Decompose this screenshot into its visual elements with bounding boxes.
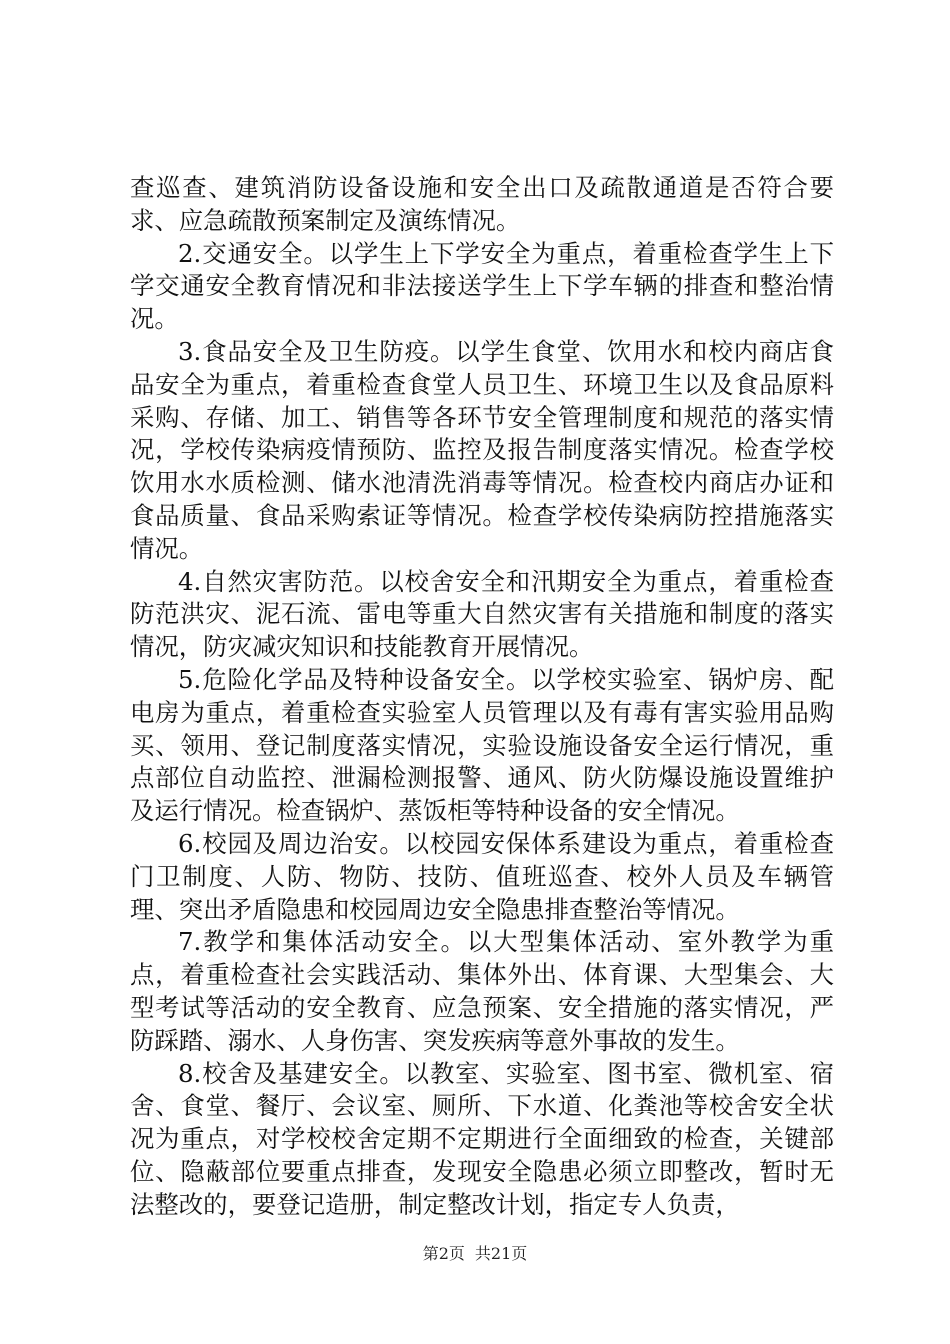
paragraph-4: 4.自然灾害防范。以校舍安全和汛期安全为重点，着重检查防范洪灾、泥石流、雷电等重大自然灾害有关措施和制度的落实情况，防灾减灾知识和技能教育开展情况。 [130, 566, 834, 662]
paragraph-5: 5.危险化学品及特种设备安全。以学校实验室、锅炉房、配电房为重点，着重检查实验室人员管理以及有毒有害实验用品购买、领用、登记制度落实情况，实验设施设备安全运行情况，重点部位自动监控、泄漏检测报警、通风、防火防爆设施设置维护及运行情况。检查锅炉、蒸饭柜等特种设备的安全情况。 [130, 664, 834, 826]
paragraph-2: 2.交通安全。以学生上下学安全为重点，着重检查学生上下学交通安全教育情况和非法接送学生上下学车辆的排查和整治情况。 [130, 238, 834, 334]
page-number: 第2页 [422, 1244, 465, 1263]
paragraph-6: 6.校园及周边治安。以校园安保体系建设为重点，着重检查门卫制度、人防、物防、技防、值班巡查、校外人员及车辆管理、突出矛盾隐患和校园周边安全隐患排查整治等情况。 [130, 828, 834, 924]
paragraph-8: 8.校舍及基建安全。以教室、实验室、图书室、微机室、宿舍、食堂、餐厅、会议室、厕所、下水道、化粪池等校舍安全状况为重点，对学校校舍定期不定期进行全面细致的检查，关键部位、隐蔽部位要重点排查，发现安全隐患必须立即整改，暂时无法整改的，要登记造册，制定整改计划，指定专人负责， [130, 1058, 834, 1219]
body-text [130, 172, 834, 1222]
page-footer [0, 1244, 950, 1264]
paragraph-7: 7.教学和集体活动安全。以大型集体活动、室外教学为重点，着重检查社会实践活动、集体外出、体育课、大型集会、大型考试等活动的安全教育、应急预案、安全措施的落实情况，严防踩踏、溺水、人身伤害、突发疾病等意外事故的发生。 [130, 927, 834, 1055]
paragraph-3: 3.食品安全及卫生防疫。以学生食堂、饮用水和校内商店食品安全为重点，着重检查食堂人员卫生、环境卫生以及食品原料采购、存储、加工、销售等各环节安全管理制度和规范的落实情况，学校传染病疫情预防、监控及报告制度落实情况。检查学校饮用水水质检测、储水池清洗消毒等情况。检查校内商店办证和食品质量、食品采购索证等情况。检查学校传染病防控措施落实情况。 [130, 336, 834, 563]
paragraph-1: 查巡查、建筑消防设备设施和安全出口及疏散通道是否符合要求、应急疏散预案制定及演练情况。 [130, 173, 834, 235]
page-total: 共21页 [474, 1244, 528, 1263]
